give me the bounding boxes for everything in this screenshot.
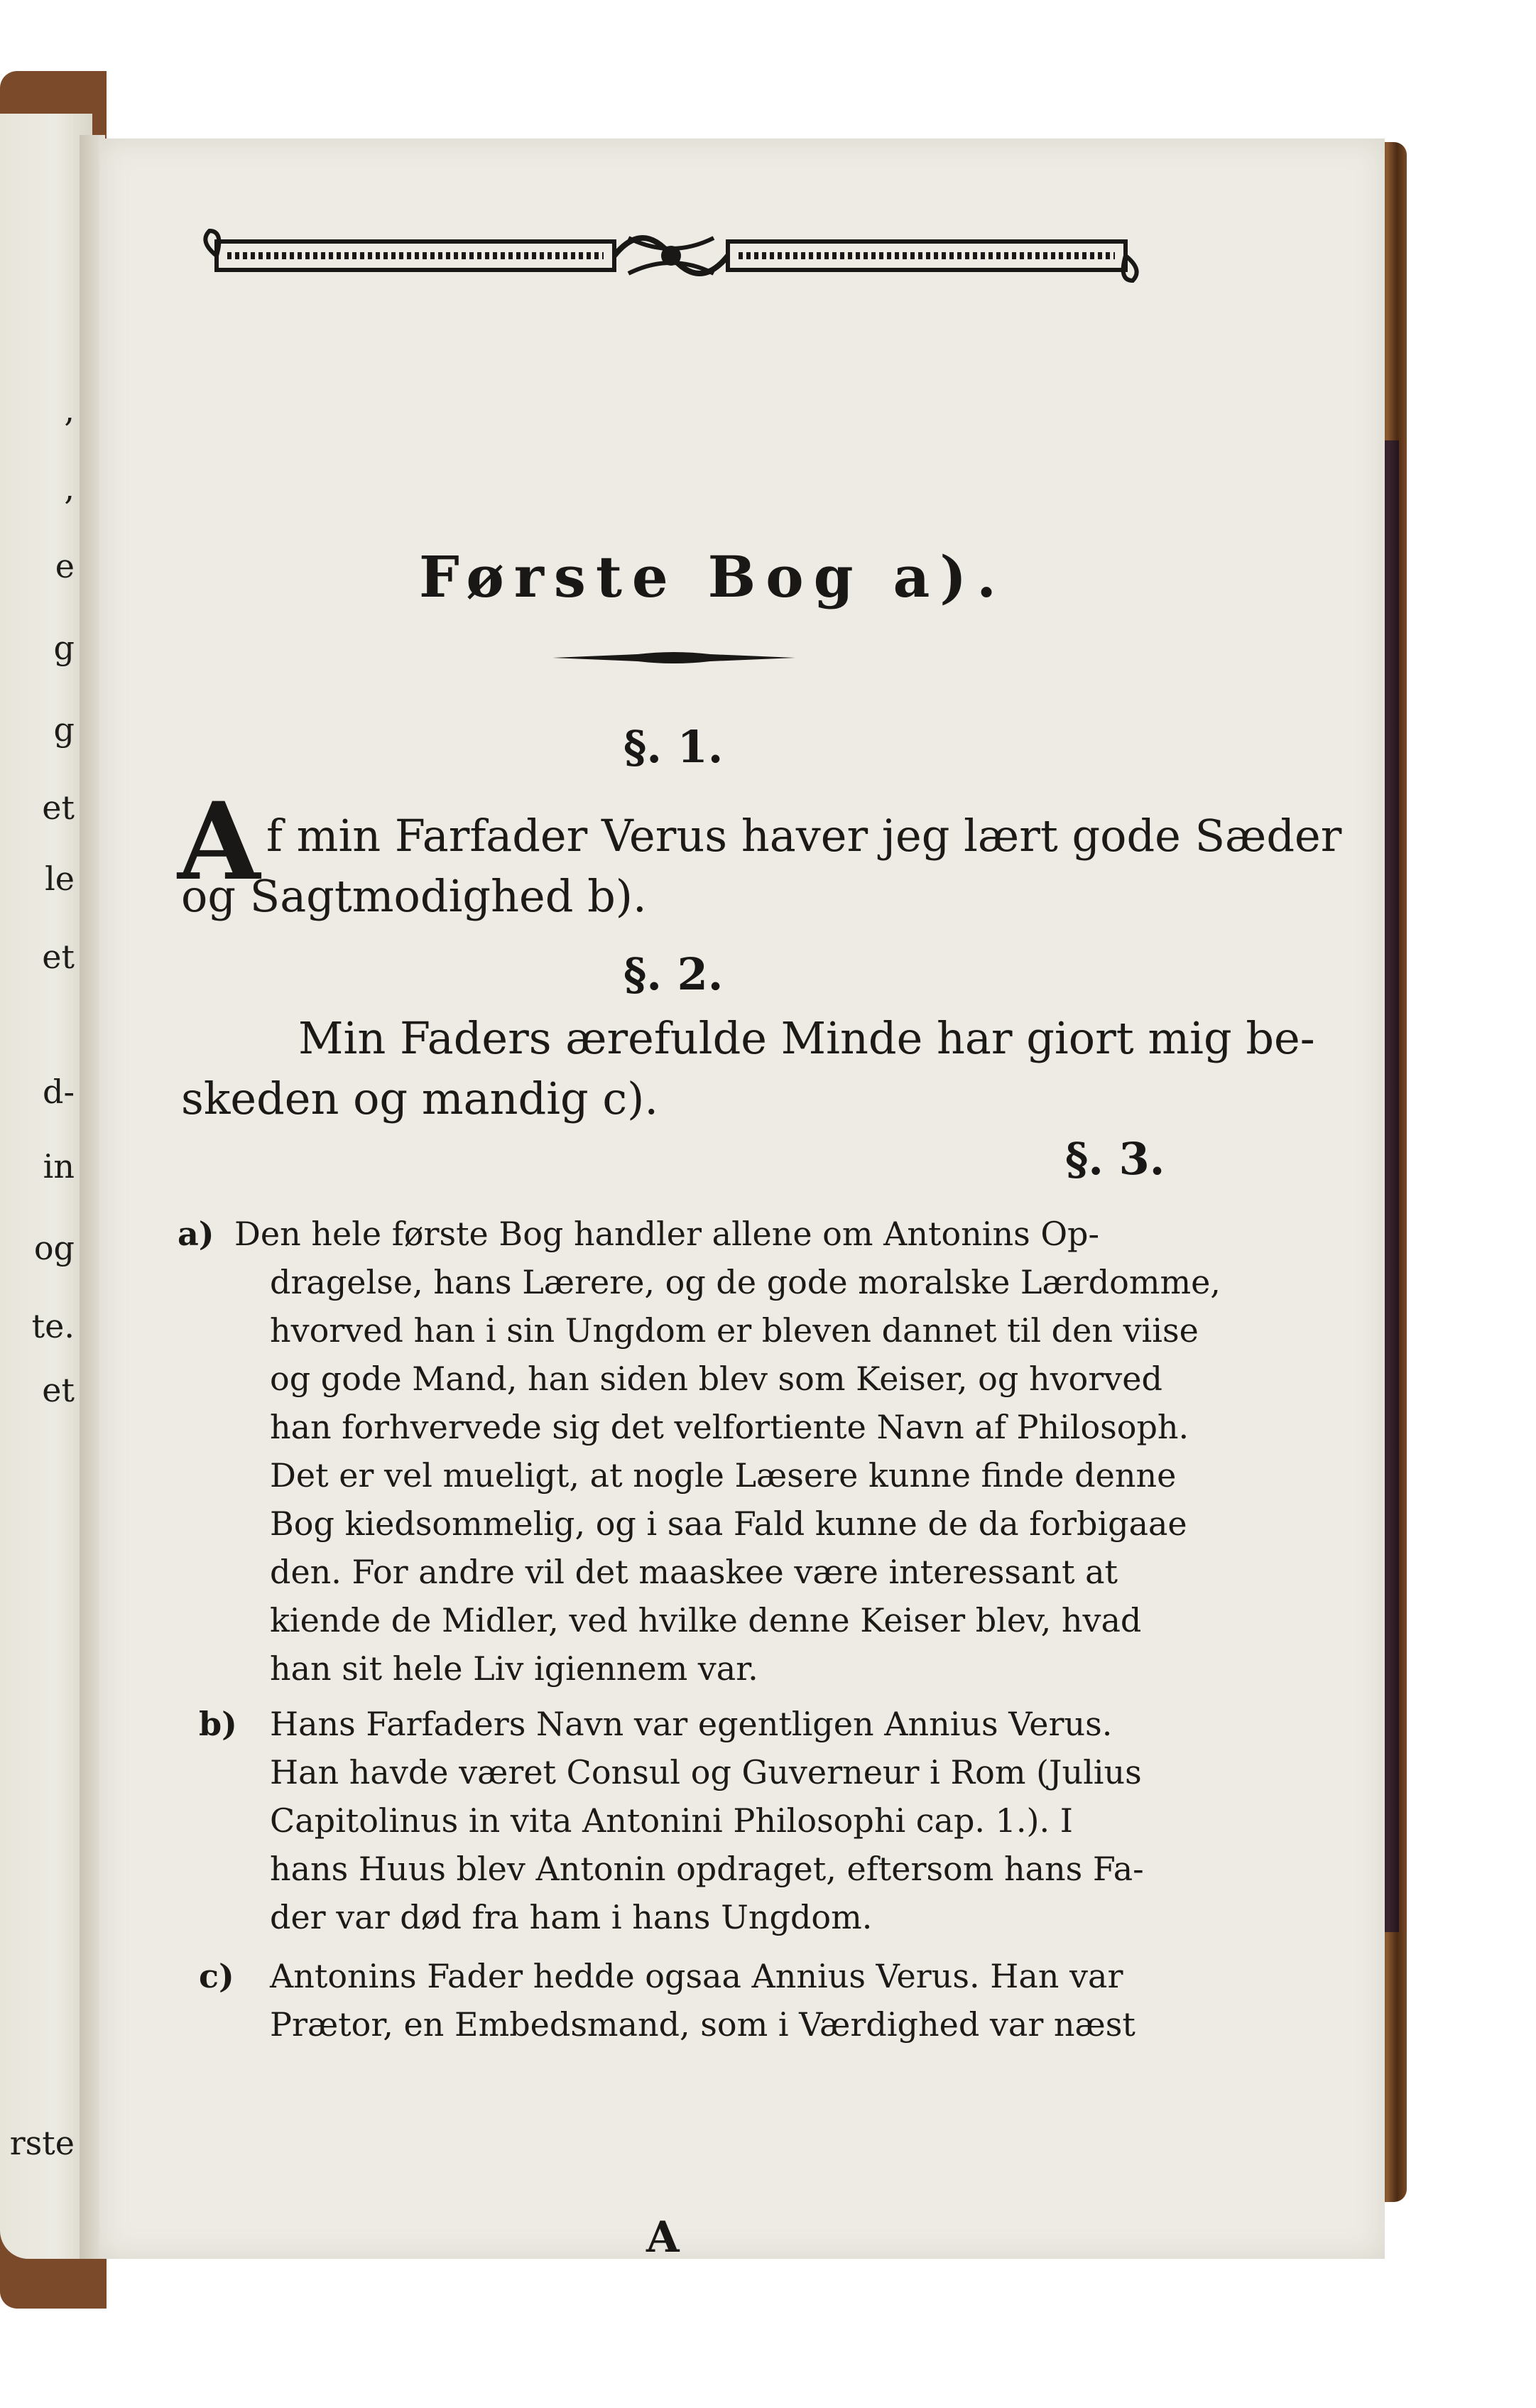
section-heading-3: §. 3. [1065,1133,1165,1185]
left-page-fragment: d- [43,1073,75,1111]
paragraph-1-line: og Sagtmodighed b). [181,870,647,922]
signature-mark: A [646,2213,680,2262]
footnote-line: Prætor, en Embedsmand, som i Værdighed var næst [270,2005,1135,2044]
footnote-line: han forhvervede sig det velfortiente Navn af Philosoph. [270,1408,1189,1446]
left-page-fragment: g [53,629,75,667]
footnote-line: Capitolinus in vita Antonini Philosophi cap. 1.). I [270,1801,1073,1840]
right-page [99,139,1385,2262]
footnote-line: og gode Mand, han siden blev som Keiser, og hvorved [270,1360,1162,1398]
left-page-fragment: in [43,1147,75,1186]
left-page-fragment: rste [9,2124,75,2162]
paragraph-2-line: Min Faders ærefulde Minde har giort mig be- [298,1012,1315,1064]
left-page-fragment: te. [31,1307,75,1345]
left-page-fragment: g [53,710,75,749]
chapter-title: Første Bog a). [419,543,1006,610]
left-page-fragment: og [33,1229,75,1267]
paragraph-2-line: skeden og mandig c). [181,1073,659,1124]
footnote-line: kiende de Midler, ved hvilke denne Keiser blev, hvad [270,1601,1142,1639]
left-page-fragment: e [55,547,75,585]
left-page-fragment: et [42,938,75,976]
left-page-fragment: et [42,1371,75,1409]
left-page-fragment: , [64,391,75,429]
left-page-fragment: , [64,469,75,507]
footnote-line: Den hele første Bog handler allene om Antonins Op- [234,1215,1100,1253]
footnote-line: Antonins Fader hedde ogsaa Annius Verus. Han var [270,1957,1123,1995]
paragraph-1-line: f min Farfader Verus haver jeg lært gode Sæder [266,810,1342,862]
footnote-line: Han havde været Consul og Guverneur i Rom (Julius [270,1753,1142,1791]
section-heading-2: §. 2. [623,948,724,1000]
footnote-line: han sit hele Liv igiennem var. [270,1649,758,1688]
footnote-marker: a) [178,1215,214,1253]
footnote-line: hvorved han i sin Ungdom er bleven dannet til den viise [270,1311,1199,1350]
footnote-line: Bog kiedsommelig, og i saa Fald kunne de da forbigaae [270,1504,1187,1543]
footnote-line: Det er vel mueligt, at nogle Læsere kunne finde denne [270,1456,1177,1495]
footnote-line: den. For andre vil det maaskee være interessant at [270,1553,1118,1591]
footnote-line: Hans Farfaders Navn var egentligen Annius Verus. [270,1705,1113,1743]
header-ornament [195,224,1147,288]
left-page-fragment: et [42,788,75,827]
left-page-fragment: le [45,859,75,898]
section-heading-1: §. 1. [623,721,724,773]
footnote-line: hans Huus blev Antonin opdraget, eftersom hans Fa- [270,1850,1144,1888]
footnote-marker: b) [199,1705,237,1743]
footnote-line: dragelse, hans Lærere, og de gode moralske Lærdomme, [270,1263,1221,1301]
footnote-marker: c) [199,1957,234,1995]
left-page [0,114,92,2259]
title-rule [552,650,795,666]
footnote-line: der var død fra ham i hans Ungdom. [270,1898,873,1936]
drop-cap: A [178,779,261,904]
